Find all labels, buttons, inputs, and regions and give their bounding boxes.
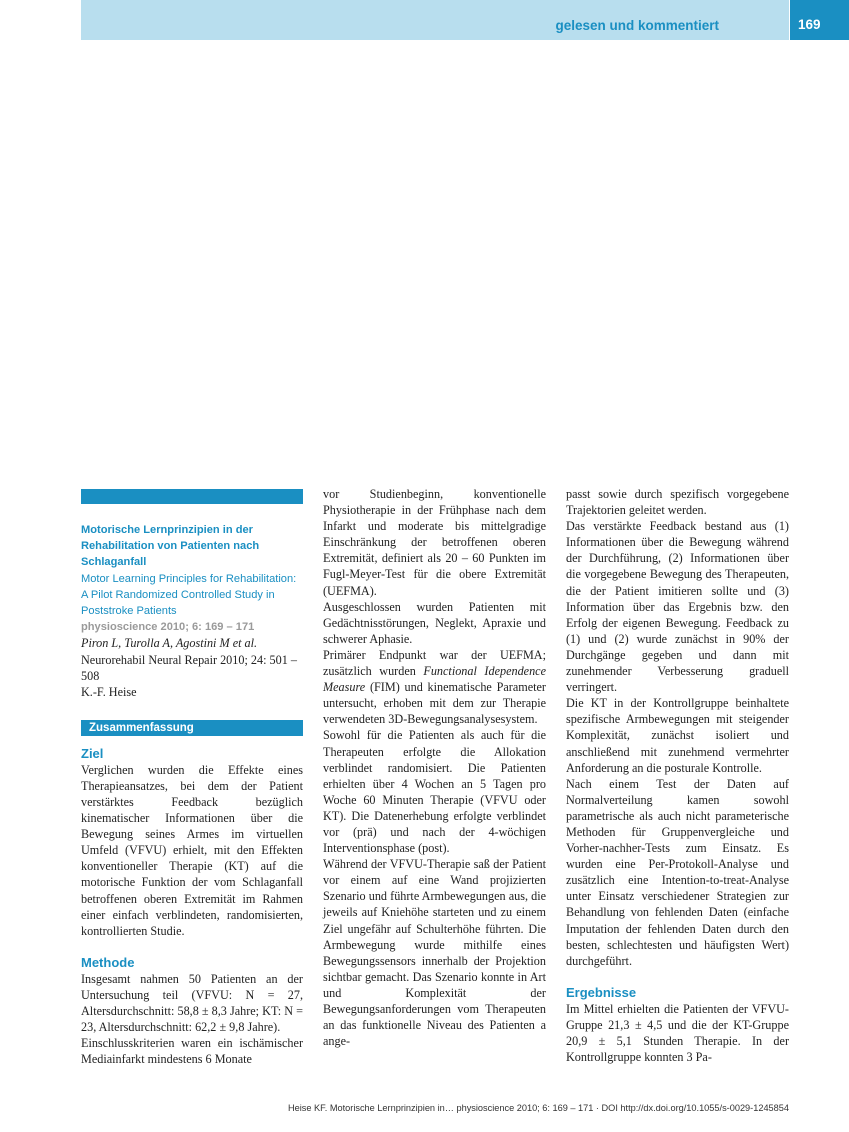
reference-block	[81, 522, 303, 635]
text-ziel: Verglichen wurden die Effekte eines Therapieansatzes, bei dem der Patient verstärktes Feedback bezüglich kinematischer Informationen über die Bewegung seines Armes im virtuellen Umfeld (VFVU) erhielt, mit den Effekten konventioneller Therapie (KT) auf die motorische Funktion der vom Schlaganfall betroffenen oberen Extremität im Rahmen einer einfach verblindeten, randomisierten, kontrollierten Studie.	[81, 762, 303, 938]
heading-ziel: Ziel	[81, 745, 104, 761]
reference-title-de: Motorische Lernprinzipien in der Rehabilitation von Patienten nach Schlaganfall	[81, 524, 260, 569]
section-label: Zusammenfassung	[81, 720, 303, 736]
text-methode-9: Nach einem Test der Daten auf Normalverteilung kamen sowohl parametrische als auch nicht parameterische Methoden für Gruppenvergleiche und Vorher-nachher-Tests zum Einsatz. Es wurden eine Per-Protokoll-Analyse und zusätzlich eine Intention-to-treat-Analyse unter Einsatz verschiedener Strategien zur Behandlung von fehlenden Daten (einfache Imputation der fehlenden Daten durch den besten, schlechtesten und häufigsten Wert) durchgeführt.	[566, 776, 789, 968]
citation-authors: Piron L, Turolla A, Agostini M et al.	[81, 636, 258, 651]
reference-top-bar	[81, 489, 303, 504]
header-bar	[81, 0, 789, 40]
text-methode-4	[323, 647, 546, 727]
text-methode-4c: (FIM) und kinematische Parameter untersucht, erhoben mit dem zur Therapie verwendeten 3D-Bewegungsanalysesystem.	[323, 680, 546, 727]
text-methode-4b: Functional Idependence Measure	[323, 664, 546, 695]
citation	[81, 635, 303, 683]
running-header: gelesen und kommentiert	[555, 18, 719, 33]
column-1	[81, 486, 303, 1067]
text-methode-4a: Primärer Endpunkt war der UEFMA; zusätzlich wurden	[323, 647, 546, 679]
text-methode-7: Das verstärkte Feedback bestand aus (1) Informationen über die Bewegung während der Durchführung, (2) Informationen über die vorgegebene Bewegung des Therapeuten, die der Patient imitieren sollte und (3) Information über das Ergebnis bzw. den Erfolg der eigenen Bewegung. Feedback zu (1) und (2) wurde zunächst in 90% der Durchgänge gegeben und dann mit zunehmender Verbesserung graduell verringert.	[566, 519, 789, 695]
commentator: K.-F. Heise	[81, 684, 137, 699]
column-3	[566, 486, 789, 1065]
footer-citation: Heise KF. Motorische Lernprinzipien in… physioscience 2010; 6: 169 – 171 · DOI http://dx.doi.org/10.1055/s-0029-1245854	[287, 1103, 789, 1113]
text-methode-1: Insgesamt nahmen 50 Patienten an der Untersuchung teil (VFVU: N = 27, Altersdurchschnitt: 58,8 ± 8,3 Jahre; KT: N = 23, Altersdurchschnitt: 62,2 ± 9,8 Jahre).	[81, 971, 303, 1035]
heading-ergebnisse: Ergebnisse	[566, 984, 637, 1000]
text-ergebnisse-1: Im Mittel erhielten die Patienten der VFVU-Gruppe 21,3 ± 4,5 und die der KT-Gruppe 20,9 ± 5,1 Stunden Therapie. In der Kontrollgruppe konnten 3 Pa-	[566, 1001, 789, 1065]
reference-title-en: Motor Learning Principles for Rehabilitation: A Pilot Randomized Controlled Study in Poststroke Patients	[81, 572, 297, 618]
column-2	[323, 486, 546, 1049]
text-methode-2-cont: vor Studienbeginn, konventionelle Physiotherapie in der Frühphase nach dem Infarkt und moderate bis mittelgradige Einschränkung der betroffenen oberen Extremität, definiert als 20 – 60 Punkten im Fugl-Meyer-Test für die obere Extremität (UEFMA).	[323, 487, 546, 598]
reference-source: physioscience 2010; 6: 169 – 171	[81, 621, 255, 634]
text-methode-6-cont: passt sowie durch spezifisch vorgegebene Trajektorien geleitet werden.	[566, 487, 789, 518]
text-methode-2: Einschlusskriterien waren ein ischämischer Mediainfarkt mindestens 6 Monate	[81, 1036, 303, 1067]
text-methode-6: Während der VFVU-Therapie saß der Patient vor einem auf eine Wand projizierten Szenario und führte Armbewegungen aus, die jeweils auf Kniehöhe starteten und zu einem Ziel ungefähr auf Schulterhöhe führten. Die Armbewegung wurde mithilfe eines Bewegungssensors innerhalb der Projektion sichtbar gemacht. Das Szenario konnte in Art und Komplexität der Bewegungsanforderungen vom Therapeuten an das funktionelle Niveau des Patienten a ange-	[323, 857, 546, 1049]
text-methode-3: Ausgeschlossen wurden Patienten mit Gedächtnisstörungen, Neglekt, Apraxie und schwerer Aphasie.	[323, 599, 546, 646]
text-methode-8: Die KT in der Kontrollgruppe beinhaltete spezifische Armbewegungen mit steigender Komplexität, zunächst isoliert und anschließend mit zunehmend vermehrter Anforderung an die posturale Kontrolle.	[566, 696, 789, 775]
citation-journal: Neurorehabil Neural Repair 2010; 24: 501 – 508	[81, 652, 297, 683]
page-number: 169	[790, 0, 849, 40]
text-methode-5: Sowohl für die Patienten als auch für die Therapeuten erfolgte die Allokation verblindet randomisiert. Die Patienten erhielten über 4 Wochen an 5 Tagen pro Woche 60 Minuten Therapie (VFVU oder KT). Die Datenerhebung erfolgte verblindet vor (prä) und nach der 4-wöchigen Interventionsphase (post).	[323, 728, 546, 856]
heading-methode: Methode	[81, 954, 135, 970]
